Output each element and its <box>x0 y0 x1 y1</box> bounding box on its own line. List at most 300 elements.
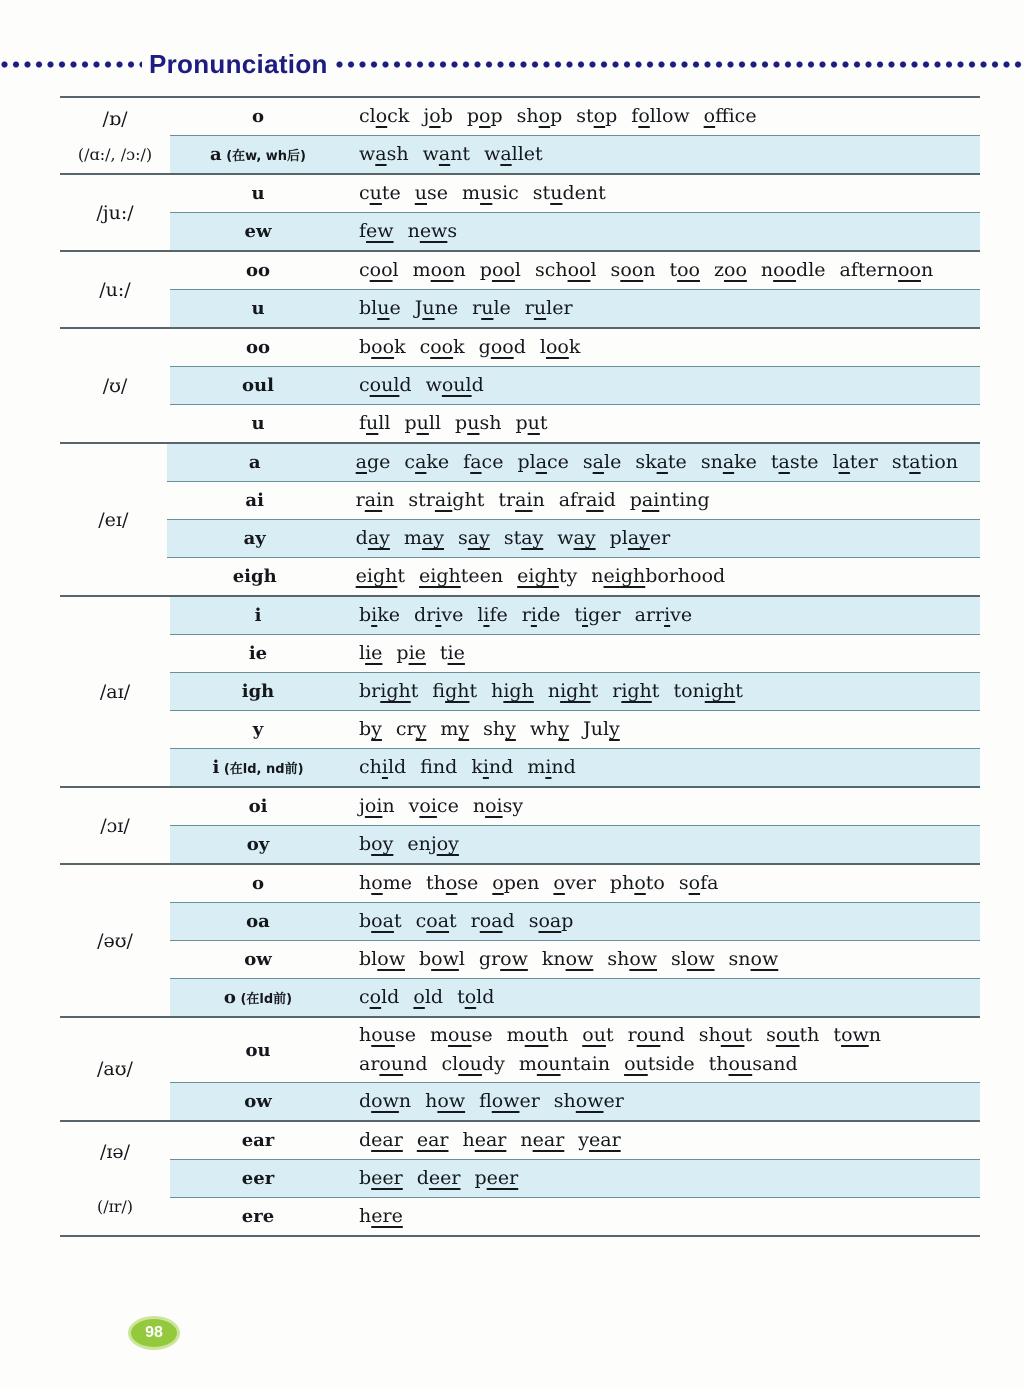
example-word: night <box>547 680 599 702</box>
example-word: could <box>359 374 412 396</box>
phoneme-cell <box>60 444 167 595</box>
example-words-line <box>359 1021 972 1050</box>
spelling-cell <box>170 106 346 127</box>
example-word: too <box>669 259 700 281</box>
example-word: kind <box>471 756 514 778</box>
underlined-letters: oa <box>538 910 562 932</box>
example-word: ruler <box>524 297 573 319</box>
underlined-letters: i <box>483 604 490 626</box>
underlined-letters: ie <box>447 642 465 664</box>
example-word: open <box>492 872 540 894</box>
example-words-cell <box>346 1161 980 1196</box>
example-word: by <box>359 718 382 740</box>
subrow-list <box>167 444 980 595</box>
example-word: my <box>440 718 470 740</box>
example-word: told <box>457 986 495 1008</box>
example-word: thousand <box>708 1053 798 1075</box>
subrow-list <box>170 175 980 250</box>
spelling-letters: ear <box>241 1130 275 1151</box>
example-word: blue <box>359 297 401 319</box>
example-word: shy <box>483 718 516 740</box>
underlined-letters: a <box>656 451 668 473</box>
table-row <box>170 252 980 289</box>
spelling-cell <box>170 719 346 740</box>
underlined-letters: a <box>438 143 451 165</box>
underlined-letters: ear <box>474 1129 507 1151</box>
spelling-cell <box>170 987 346 1008</box>
example-words-line <box>359 907 972 936</box>
underlined-letters: ou <box>636 1024 661 1046</box>
example-words-cell <box>346 330 980 365</box>
underlined-letters: oo <box>724 259 747 281</box>
table-row <box>167 519 980 557</box>
phoneme-label: /aɪ/ <box>99 680 131 703</box>
example-words-line <box>359 869 972 898</box>
spelling-letters: ere <box>241 1206 275 1227</box>
example-word: mouse <box>429 1024 493 1046</box>
example-word: cloudy <box>441 1053 505 1075</box>
phoneme-cell <box>60 252 170 327</box>
underlined-letters: o <box>634 872 646 894</box>
example-word: say <box>458 527 490 549</box>
example-word: soon <box>610 259 656 281</box>
example-word: fnd <box>420 756 458 778</box>
example-words-cell <box>346 253 980 288</box>
page-number-badge <box>128 1316 180 1350</box>
example-words-line <box>359 217 972 246</box>
underlined-letters: u <box>414 182 428 204</box>
spelling-cell <box>170 413 346 434</box>
spelling-letters: oy <box>246 834 270 855</box>
underlined-letters: a <box>355 451 367 473</box>
underlined-letters: oi <box>419 795 437 817</box>
underlined-letters: eigh <box>603 565 646 587</box>
table-row <box>170 1122 980 1159</box>
example-words-line <box>356 448 972 477</box>
example-word: soap <box>528 910 574 932</box>
example-words-cell <box>346 866 980 901</box>
phoneme-label: /ʊ/ <box>102 374 128 397</box>
example-words-cell <box>343 483 980 518</box>
table-row <box>167 481 980 519</box>
underlined-letters: ay <box>521 527 544 549</box>
example-words-cell <box>346 904 980 939</box>
underlined-letters: ay <box>627 527 650 549</box>
phoneme-group <box>60 173 980 250</box>
underlined-letters: ou <box>458 1053 482 1075</box>
example-words-line <box>359 179 972 208</box>
underlined-letters: ai <box>586 489 604 511</box>
example-word: look <box>539 336 581 358</box>
example-word: push <box>455 412 502 434</box>
spelling-cell <box>167 528 343 549</box>
example-word: coat <box>415 910 457 932</box>
example-word: afternoon <box>839 259 934 281</box>
spelling-cell <box>170 1091 346 1112</box>
example-word: here <box>359 1205 403 1227</box>
underlined-letters: a <box>592 451 604 473</box>
underlined-letters: ere <box>371 1205 403 1227</box>
underlined-letters: o <box>553 872 565 894</box>
example-word: skate <box>635 451 687 473</box>
subrow-list <box>170 98 980 173</box>
example-words-line <box>359 715 972 744</box>
table-row <box>170 289 980 327</box>
example-word: cake <box>404 451 450 473</box>
example-words-cell <box>346 789 980 824</box>
example-word: want <box>422 143 471 165</box>
example-word: cry <box>395 718 427 740</box>
underlined-letters: ou <box>775 1024 800 1046</box>
underlined-letters: a <box>415 451 427 473</box>
underlined-letters: o <box>492 872 504 894</box>
example-words-line <box>359 1202 972 1231</box>
example-word: rain <box>355 489 395 511</box>
underlined-letters: eigh <box>517 565 559 587</box>
underlined-letters: u <box>533 297 547 319</box>
spelling-letters: oa <box>246 911 270 932</box>
underlined-letters: ow <box>750 948 779 970</box>
underlined-letters: ow <box>575 1090 604 1112</box>
table-row <box>170 1159 980 1197</box>
underlined-letters: oo <box>430 259 454 281</box>
underlined-letters: o <box>413 986 425 1008</box>
example-word: outside <box>624 1053 695 1075</box>
underlined-letters: ow <box>629 948 658 970</box>
example-words-line <box>359 371 972 400</box>
underlined-letters: eer <box>371 1167 403 1189</box>
example-words-line <box>359 294 972 323</box>
underlined-letters: u <box>377 297 390 319</box>
example-word: later <box>832 451 878 473</box>
phoneme-cell <box>60 597 170 786</box>
example-word: why <box>529 718 570 740</box>
underlined-letters: ay <box>467 527 490 549</box>
spelling-cell <box>170 1206 346 1227</box>
example-word: neighborhood <box>591 565 726 587</box>
example-word: age <box>355 451 391 473</box>
example-words-line <box>359 140 972 169</box>
table-row <box>170 1197 980 1235</box>
underlined-letters: i <box>545 756 552 778</box>
example-words-cell <box>346 1018 980 1082</box>
example-word: use <box>414 182 449 204</box>
spelling-letters: o <box>251 873 264 894</box>
phoneme-alt-label: (/ɪr/) <box>96 1197 134 1216</box>
example-word: eighteen <box>419 565 504 587</box>
example-word: around <box>359 1053 428 1075</box>
spelling-cell <box>170 796 346 817</box>
spelling-letters: ew <box>244 221 272 242</box>
example-word: boy <box>359 833 394 855</box>
underlined-letters: o <box>593 105 606 127</box>
example-word: June <box>414 297 459 319</box>
underlined-letters: ear <box>532 1129 565 1151</box>
example-word: tie <box>439 642 465 664</box>
example-word: town <box>833 1024 882 1046</box>
spelling-cell <box>170 260 346 281</box>
phoneme-group <box>60 327 980 442</box>
example-word: player <box>609 527 671 549</box>
spelling-letters: oo <box>245 337 270 358</box>
spelling-cell <box>170 949 346 970</box>
spelling-cell <box>170 757 346 778</box>
example-word: cold <box>359 986 400 1008</box>
example-word: stay <box>503 527 544 549</box>
table-row <box>170 865 980 902</box>
example-word: round <box>627 1024 685 1046</box>
example-word: moon <box>412 259 466 281</box>
example-word: high <box>491 680 534 702</box>
example-word: stop <box>576 105 618 127</box>
example-word: child <box>359 756 407 778</box>
example-word: voice <box>408 795 459 817</box>
underlined-letters: y <box>558 718 570 740</box>
example-word: straight <box>408 489 485 511</box>
spelling-cell <box>170 911 346 932</box>
phoneme-group <box>60 250 980 327</box>
underlined-letters: ow <box>686 948 715 970</box>
example-word: fight <box>432 680 478 702</box>
underlined-letters: oo <box>430 336 454 358</box>
example-word: afraid <box>558 489 616 511</box>
spelling-note: (在w, wh后) <box>221 149 306 164</box>
example-word: full <box>359 412 391 434</box>
underlined-letters: igh <box>380 680 411 702</box>
example-words-line <box>359 333 972 362</box>
underlined-letters: ow <box>371 1090 399 1112</box>
table-row <box>170 175 980 212</box>
example-word: office <box>703 105 757 127</box>
example-word: join <box>359 795 395 817</box>
example-word: home <box>359 872 412 894</box>
spelling-cell <box>170 298 346 319</box>
example-words-line <box>356 486 972 515</box>
phoneme-cell <box>60 865 170 1016</box>
example-word <box>417 1129 449 1151</box>
underlined-letters: ow <box>437 1090 466 1112</box>
underlined-letters: o <box>638 105 650 127</box>
example-word: school <box>534 259 597 281</box>
underlined-letters: o <box>445 872 458 894</box>
underlined-letters: u <box>422 297 435 319</box>
phoneme-group <box>60 595 980 786</box>
spelling-letters: u <box>251 183 265 204</box>
example-words-line <box>359 1126 972 1155</box>
underlined-letters: ou <box>379 1053 404 1075</box>
underlined-letters: o <box>375 105 388 127</box>
example-words-line <box>359 601 972 630</box>
example-word: deer <box>416 1167 461 1189</box>
underlined-letters: ow <box>841 1024 869 1046</box>
example-word: day <box>355 527 390 549</box>
underlined-letters: a <box>722 451 735 473</box>
spelling-cell <box>170 1130 346 1151</box>
example-word: shout <box>698 1024 753 1046</box>
spelling-letters: igh <box>241 681 275 702</box>
example-word: bright <box>359 680 419 702</box>
phoneme-group <box>60 442 980 595</box>
page-title: Pronunciation <box>149 48 328 79</box>
underlined-letters: ay <box>573 527 596 549</box>
table-row <box>170 1018 980 1082</box>
underlined-letters: i <box>582 604 589 626</box>
example-word: lie <box>359 642 383 664</box>
phoneme-alt-label: (/ɑ:/, /ɔ:/) <box>77 144 153 164</box>
example-words-cell <box>346 636 980 671</box>
example-word: pie <box>396 642 426 664</box>
phoneme-label: /ɪə/ <box>99 1141 131 1163</box>
underlined-letters: ou <box>624 1053 648 1075</box>
spelling-cell <box>170 643 346 664</box>
underlined-letters: ou <box>720 1024 745 1046</box>
example-word: down <box>359 1090 412 1112</box>
underlined-letters: igh <box>621 680 652 702</box>
example-word: face <box>463 451 504 473</box>
example-words-line <box>359 409 972 438</box>
spelling-letters: eer <box>241 1168 275 1189</box>
example-word: right <box>612 680 660 702</box>
underlined-letters: a <box>500 143 512 165</box>
example-word: few <box>359 220 394 242</box>
table-row <box>170 978 980 1016</box>
spelling-letters: ou <box>245 1039 271 1061</box>
underlined-letters: oa <box>371 910 394 932</box>
example-words-cell <box>346 942 980 977</box>
example-word: know <box>541 948 594 970</box>
example-word: old <box>413 986 444 1008</box>
example-words-cell <box>343 521 980 556</box>
underlined-letters: a <box>535 451 548 473</box>
underlined-letters: eigh <box>419 565 461 587</box>
example-word: shower <box>553 1090 624 1112</box>
example-word: snake <box>700 451 757 473</box>
example-word: eight <box>355 565 406 587</box>
subrow-list <box>170 865 980 1016</box>
phoneme-group <box>60 1120 980 1235</box>
underlined-letters: o <box>371 872 383 894</box>
underlined-letters: eigh <box>355 565 398 587</box>
underlined-letters: oo <box>490 336 514 358</box>
example-word: photo <box>609 872 665 894</box>
underlined-letters: ear <box>371 1129 403 1151</box>
example-word: mountain <box>518 1053 611 1075</box>
example-words-line <box>359 677 972 706</box>
example-word: enjoy <box>407 833 459 855</box>
example-word: cute <box>359 182 401 204</box>
table-row <box>170 404 980 442</box>
underlined-letters: oo <box>677 259 700 281</box>
example-word: dear <box>359 1129 403 1151</box>
example-word: eighty <box>517 565 578 587</box>
underlined-letters: igh <box>704 680 736 702</box>
underlined-letters: a <box>909 451 921 473</box>
underlined-letters: ai <box>434 489 453 511</box>
example-word: near <box>520 1129 565 1151</box>
spelling-letters: i <box>212 757 220 778</box>
phoneme-cell <box>60 98 170 173</box>
spelling-cell <box>170 834 346 855</box>
spelling-letters: o <box>223 987 236 1008</box>
example-word: clock <box>359 105 410 127</box>
underlined-letters: u <box>481 297 494 319</box>
underlined-letters: oa <box>426 910 450 932</box>
example-word: drive <box>414 604 464 626</box>
underlined-letters: ew <box>366 220 394 242</box>
example-word: blow <box>359 948 405 970</box>
spelling-cell <box>170 144 346 165</box>
phoneme-cell <box>60 329 170 442</box>
example-words-line <box>356 562 972 591</box>
underlined-letters: o <box>429 105 441 127</box>
example-words-cell <box>346 750 980 785</box>
pronunciation-table <box>60 96 980 1237</box>
spelling-letters: a <box>210 144 222 165</box>
spelling-letters: eigh <box>232 566 277 587</box>
underlined-letters: oi <box>485 795 503 817</box>
table-row <box>170 135 980 173</box>
example-word: follow <box>631 105 690 127</box>
example-word: music <box>462 182 519 204</box>
table-row <box>170 366 980 404</box>
spelling-letters: oi <box>248 796 268 817</box>
spelling-letters: i <box>254 605 262 626</box>
underlined-letters: ai <box>641 489 660 511</box>
underlined-letters: ou <box>447 1024 472 1046</box>
example-words-cell <box>346 827 980 862</box>
example-words-cell <box>346 214 980 249</box>
table-row <box>170 634 980 672</box>
phoneme-group <box>60 1016 980 1120</box>
example-word: bike <box>359 604 401 626</box>
example-words-cell <box>346 406 980 441</box>
example-word: mouth <box>506 1024 569 1046</box>
example-word: job <box>423 105 453 127</box>
example-word: good <box>478 336 526 358</box>
spelling-letters: oo <box>245 260 270 281</box>
example-words-line <box>359 983 972 1012</box>
subrow-list <box>170 788 980 863</box>
spelling-letters: u <box>251 413 265 434</box>
underlined-letters: a <box>778 451 790 473</box>
underlined-letters: oo <box>545 336 569 358</box>
example-words-cell <box>346 712 980 747</box>
example-words-line <box>359 830 972 859</box>
spelling-cell <box>170 605 346 626</box>
phoneme-label: /eɪ/ <box>98 508 129 531</box>
underlined-letters: o <box>479 105 491 127</box>
phoneme-cell <box>60 1122 170 1235</box>
spelling-letters: o <box>251 106 264 127</box>
example-word: put <box>515 412 548 434</box>
example-word: out <box>582 1024 614 1046</box>
spelling-cell <box>170 873 346 894</box>
underlined-letters: igh <box>503 680 534 702</box>
underlined-letters: ou <box>371 1024 395 1046</box>
phoneme-group <box>60 96 980 173</box>
example-word: wash <box>359 143 409 165</box>
underlined-letters: o <box>688 872 701 894</box>
phoneme-cell <box>60 788 170 863</box>
example-words-line <box>359 792 972 821</box>
underlined-letters: oo <box>898 259 921 281</box>
underlined-letters: oy <box>371 833 394 855</box>
spelling-letters: oul <box>242 375 274 396</box>
underlined-letters: ay <box>367 527 390 549</box>
phoneme-label: /ɒ/ <box>102 107 128 130</box>
underlined-letters: i <box>530 604 537 626</box>
underlined-letters: o <box>703 105 716 127</box>
